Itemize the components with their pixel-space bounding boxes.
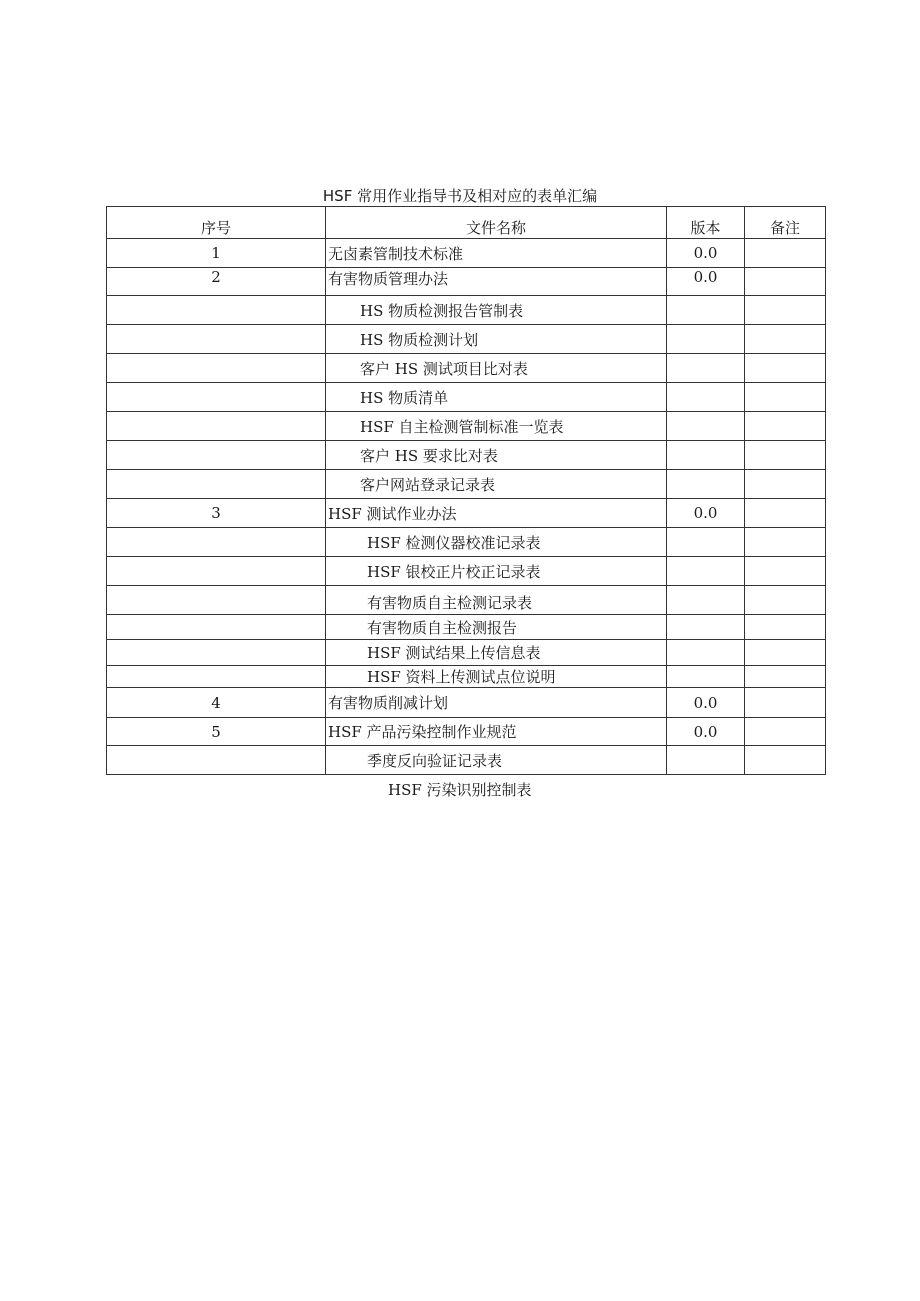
row-no <box>107 354 326 383</box>
table-row <box>107 441 826 470</box>
row-version <box>667 586 745 615</box>
table-row <box>107 470 826 499</box>
table-row <box>107 746 826 775</box>
row-name: HSF 产品污染控制作业规范 <box>326 718 667 746</box>
row-name: HSF 自主检测管制标准一览表 <box>326 412 667 441</box>
row-no <box>107 470 326 499</box>
row-version <box>667 296 745 325</box>
row-version <box>667 640 745 666</box>
document-title: HSF 常用作业指导书及相对应的表单汇编 <box>322 187 598 205</box>
row-no <box>107 666 326 688</box>
row-name: 客户 HS 测试项目比对表 <box>326 354 667 383</box>
row-no <box>107 325 326 354</box>
row-no <box>107 412 326 441</box>
table-row <box>107 383 826 412</box>
row-version <box>667 383 745 412</box>
table-row <box>107 239 826 268</box>
row-name: HS 物质检测报告管制表 <box>326 296 667 325</box>
row-remark <box>745 296 826 325</box>
row-name: 有害物质管理办法 <box>326 268 667 296</box>
row-no <box>107 586 326 615</box>
footer-note: HSF 污染识别控制表 <box>388 781 532 799</box>
row-remark <box>745 383 826 412</box>
row-version <box>667 470 745 499</box>
row-version <box>667 441 745 470</box>
row-remark <box>745 688 826 718</box>
table-row <box>107 325 826 354</box>
row-remark <box>745 268 826 296</box>
row-remark <box>745 325 826 354</box>
row-no <box>107 383 326 412</box>
table-row <box>107 615 826 640</box>
row-name: HS 物质清单 <box>326 383 667 412</box>
row-name: 无卤素管制技术标准 <box>326 239 667 268</box>
row-remark <box>745 239 826 268</box>
row-name: HSF 银校正片校正记录表 <box>326 557 667 586</box>
table-header-row <box>107 207 826 239</box>
row-version <box>667 354 745 383</box>
row-no: 1 <box>107 239 326 268</box>
row-remark <box>745 441 826 470</box>
row-version: 0.0 <box>667 239 745 268</box>
header-version: 版本 <box>667 207 745 239</box>
row-version <box>667 412 745 441</box>
row-no <box>107 640 326 666</box>
row-no <box>107 746 326 775</box>
row-version: 0.0 <box>667 499 745 528</box>
row-name: 季度反向验证记录表 <box>326 746 667 775</box>
row-no <box>107 615 326 640</box>
row-no: 5 <box>107 718 326 746</box>
table-row <box>107 666 826 688</box>
row-remark <box>745 470 826 499</box>
row-version: 0.0 <box>667 688 745 718</box>
row-remark <box>745 615 826 640</box>
row-remark <box>745 746 826 775</box>
row-remark <box>745 528 826 557</box>
row-name: HS 物质检测计划 <box>326 325 667 354</box>
row-no: 3 <box>107 499 326 528</box>
row-no <box>107 528 326 557</box>
header-name: 文件名称 <box>326 207 667 239</box>
row-no: 2 <box>107 268 326 296</box>
table-row <box>107 688 826 718</box>
table-row <box>107 268 826 296</box>
row-name: HSF 测试作业办法 <box>326 499 667 528</box>
row-no: 4 <box>107 688 326 718</box>
table-row <box>107 354 826 383</box>
row-version <box>667 746 745 775</box>
table-row <box>107 499 826 528</box>
row-remark <box>745 499 826 528</box>
row-version <box>667 325 745 354</box>
row-name: HSF 测试结果上传信息表 <box>326 640 667 666</box>
row-version: 0.0 <box>667 268 745 296</box>
row-version: 0.0 <box>667 718 745 746</box>
row-no <box>107 441 326 470</box>
table-row <box>107 718 826 746</box>
row-name: 有害物质自主检测报告 <box>326 615 667 640</box>
header-no: 序号 <box>107 207 326 239</box>
row-remark <box>745 666 826 688</box>
table-row <box>107 296 826 325</box>
row-name: 客户网站登录记录表 <box>326 470 667 499</box>
row-version <box>667 615 745 640</box>
table-row <box>107 412 826 441</box>
row-no <box>107 296 326 325</box>
table-row <box>107 528 826 557</box>
table-row <box>107 557 826 586</box>
row-remark <box>745 586 826 615</box>
row-version <box>667 557 745 586</box>
table-row <box>107 640 826 666</box>
row-name: 有害物质削减计划 <box>326 688 667 718</box>
row-remark <box>745 354 826 383</box>
row-name: HSF 资料上传测试点位说明 <box>326 666 667 688</box>
row-name: HSF 检测仪器校准记录表 <box>326 528 667 557</box>
row-no <box>107 557 326 586</box>
forms-table <box>106 206 826 775</box>
row-name: 客户 HS 要求比对表 <box>326 441 667 470</box>
row-version <box>667 666 745 688</box>
row-name: 有害物质自主检测记录表 <box>326 586 667 615</box>
table-row <box>107 586 826 615</box>
row-remark <box>745 557 826 586</box>
row-remark <box>745 718 826 746</box>
row-version <box>667 528 745 557</box>
header-remark: 备注 <box>745 207 826 239</box>
row-remark <box>745 412 826 441</box>
row-remark <box>745 640 826 666</box>
